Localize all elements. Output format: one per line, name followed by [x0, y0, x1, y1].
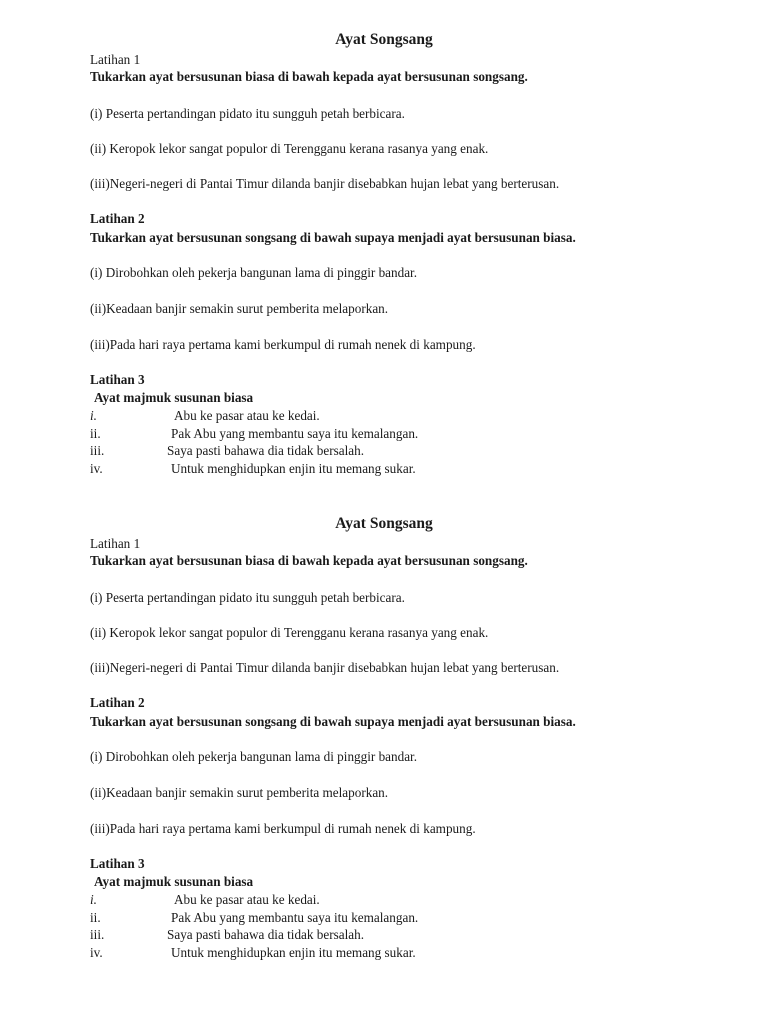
- latihan-2-instruction: Tukarkan ayat bersusunan songsang di bawah supaya menjadi ayat bersusunan biasa.: [90, 230, 576, 245]
- latihan-3-heading: Latihan 3: [90, 372, 145, 387]
- worksheet-1: [0, 0, 768, 484]
- latihan-3-item-number: ii.: [90, 426, 101, 441]
- latihan-1-instruction: Tukarkan ayat bersusunan biasa di bawah kepada ayat bersusunan songsang.: [90, 553, 528, 568]
- latihan-1-heading: Latihan 1: [90, 52, 141, 67]
- worksheet-2: [0, 484, 768, 968]
- latihan-2-heading: Latihan 2: [90, 211, 145, 226]
- latihan-1-item: (iii)Negeri-negeri di Pantai Timur dilanda banjir disebabkan hujan lebat yang berterusan.: [90, 660, 560, 675]
- latihan-2-item: (ii)Keadaan banjir semakin surut pemberita melaporkan.: [90, 785, 389, 800]
- latihan-1-heading: Latihan 1: [90, 536, 141, 551]
- latihan-2-instruction: Tukarkan ayat bersusunan songsang di bawah supaya menjadi ayat bersusunan biasa.: [90, 714, 576, 729]
- latihan-3-item-text: Saya pasti bahawa dia tidak bersalah.: [167, 927, 365, 942]
- latihan-3-item-text: Saya pasti bahawa dia tidak bersalah.: [167, 443, 365, 458]
- latihan-1-item: (iii)Negeri-negeri di Pantai Timur dilanda banjir disebabkan hujan lebat yang berterusan.: [90, 176, 560, 191]
- latihan-3-item-number: iv.: [90, 461, 103, 476]
- latihan-2-heading: Latihan 2: [90, 695, 145, 710]
- latihan-3-item-text: Untuk menghidupkan enjin itu memang sukar.: [171, 461, 416, 476]
- latihan-2-item: (iii)Pada hari raya pertama kami berkumpul di rumah nenek di kampung.: [90, 821, 476, 836]
- latihan-1-item: (ii) Keropok lekor sangat populor di Terengganu kerana rasanya yang enak.: [90, 141, 489, 156]
- latihan-3-item-number: iii.: [90, 443, 105, 458]
- latihan-3-item-number: iii.: [90, 927, 105, 942]
- worksheet-title: Ayat Songsang: [335, 31, 433, 48]
- latihan-3-item-text: Pak Abu yang membantu saya itu kemalangan.: [171, 426, 419, 441]
- latihan-3-item-number: iv.: [90, 945, 103, 960]
- latihan-1-item: (ii) Keropok lekor sangat populor di Terengganu kerana rasanya yang enak.: [90, 625, 489, 640]
- latihan-2-item: (ii)Keadaan banjir semakin surut pemberita melaporkan.: [90, 301, 389, 316]
- latihan-3-item-number: i.: [90, 892, 97, 907]
- latihan-2-item: (iii)Pada hari raya pertama kami berkumpul di rumah nenek di kampung.: [90, 337, 476, 352]
- latihan-3-item-text: Pak Abu yang membantu saya itu kemalangan.: [171, 910, 419, 925]
- worksheet-title: Ayat Songsang: [335, 515, 433, 532]
- latihan-3-item-text: Untuk menghidupkan enjin itu memang sukar.: [171, 945, 416, 960]
- latihan-1-instruction: Tukarkan ayat bersusunan biasa di bawah kepada ayat bersusunan songsang.: [90, 69, 528, 84]
- latihan-3-heading: Latihan 3: [90, 856, 145, 871]
- latihan-3-item-text: Abu ke pasar atau ke kedai.: [174, 408, 320, 423]
- latihan-3-item-number: i.: [90, 408, 97, 423]
- latihan-1-item: (i) Peserta pertandingan pidato itu sungguh petah berbicara.: [90, 590, 405, 605]
- latihan-2-item: (i) Dirobohkan oleh pekerja bangunan lama di pinggir bandar.: [90, 265, 418, 280]
- latihan-2-item: (i) Dirobohkan oleh pekerja bangunan lama di pinggir bandar.: [90, 749, 418, 764]
- latihan-1-item: (i) Peserta pertandingan pidato itu sungguh petah berbicara.: [90, 106, 405, 121]
- latihan-3-subheading: Ayat majmuk susunan biasa: [94, 874, 254, 889]
- latihan-3-item-text: Abu ke pasar atau ke kedai.: [174, 892, 320, 907]
- latihan-3-subheading: Ayat majmuk susunan biasa: [94, 390, 254, 405]
- latihan-3-item-number: ii.: [90, 910, 101, 925]
